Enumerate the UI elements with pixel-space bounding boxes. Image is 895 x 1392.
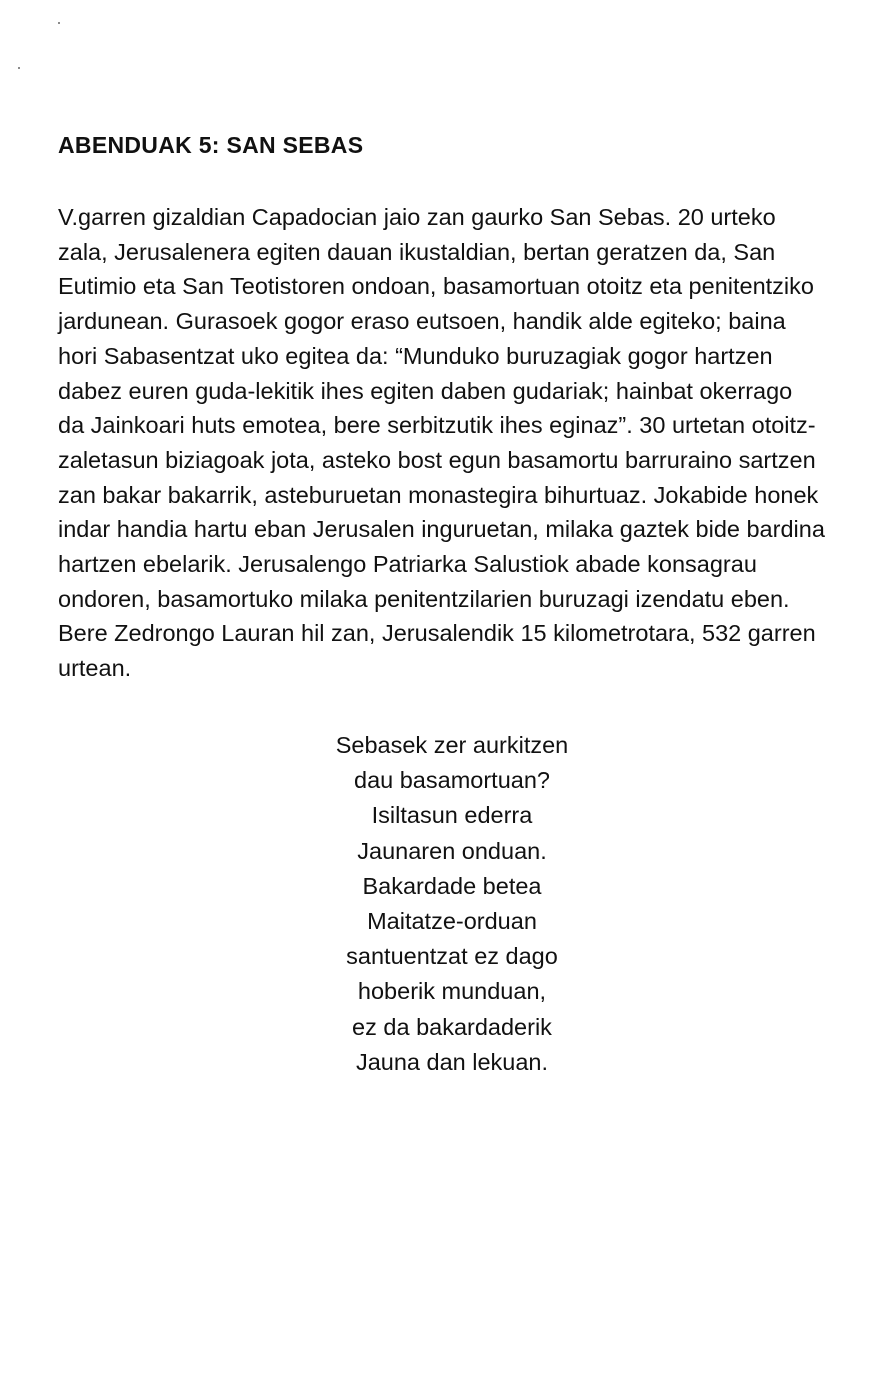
body-line: Bere Zedrongo Lauran hil zan, Jerusalendik 15 kilometrotara, 532 garren: [58, 620, 816, 647]
poem-stanza: [252, 728, 652, 1080]
scan-speck: [18, 67, 20, 69]
poem-line: ez da bakardaderik: [352, 1013, 552, 1040]
poem-line: Jaunaren onduan.: [357, 837, 547, 864]
poem-line: dau basamortuan?: [354, 767, 550, 794]
scan-speck: [58, 22, 60, 24]
body-line: ondoren, basamortuko milaka penitentzilarien buruzagi izendatu eben.: [58, 585, 790, 612]
body-line: V.garren gizaldian Capadocian jaio zan gaurko San Sebas. 20 urteko: [58, 204, 776, 230]
page-title: ABENDUAK 5: SAN SEBAS: [58, 132, 364, 158]
poem-line: Bakardade betea: [362, 872, 542, 899]
body-line: jardunean. Gurasoek gogor eraso eutsoen, handik alde egiteko; baina: [58, 308, 786, 335]
body-line: urtean.: [58, 655, 132, 682]
poem-line: hoberik munduan,: [357, 978, 547, 1005]
poem-line: Sebasek zer aurkitzen: [335, 732, 569, 758]
body-line: hori Sabasentzat uko egitea da: “Munduko buruzagiak gogor hartzen: [58, 342, 773, 369]
body-line: zala, Jerusalenera egiten dauan ikustaldian, bertan geratzen da, San: [58, 238, 776, 265]
poem-line: Maitatze-orduan: [367, 908, 537, 935]
body-line: dabez euren guda-lekitik ihes egiten daben gudariak; hainbat okerrago: [58, 377, 793, 404]
body-line: da Jainkoari huts emotea, bere serbitzutik ihes eginaz”. 30 urtetan otoitz-: [58, 412, 816, 439]
body-line: zan bakar bakarrik, asteburuetan monastegira bihurtuaz. Jokabide honek: [58, 481, 819, 508]
body-line: Eutimio eta San Teotistoren ondoan, basamortuan otoitz eta penitentziko: [58, 273, 814, 300]
poem-line: Isiltasun ederra: [371, 802, 533, 829]
poem-line: Jauna dan lekuan.: [355, 1048, 549, 1075]
body-line: zaletasun biziagoak jota, asteko bost egun basamortu barruraino sartzen: [58, 446, 816, 473]
poem-line: santuentzat ez dago: [346, 943, 558, 970]
body-line: indar handia hartu eban Jerusalen inguruetan, milaka gaztek bide bardina: [58, 516, 825, 543]
body-line: hartzen ebelarik. Jerusalengo Patriarka Salustiok abade konsagrau: [58, 551, 757, 578]
body-paragraph: [58, 200, 858, 686]
